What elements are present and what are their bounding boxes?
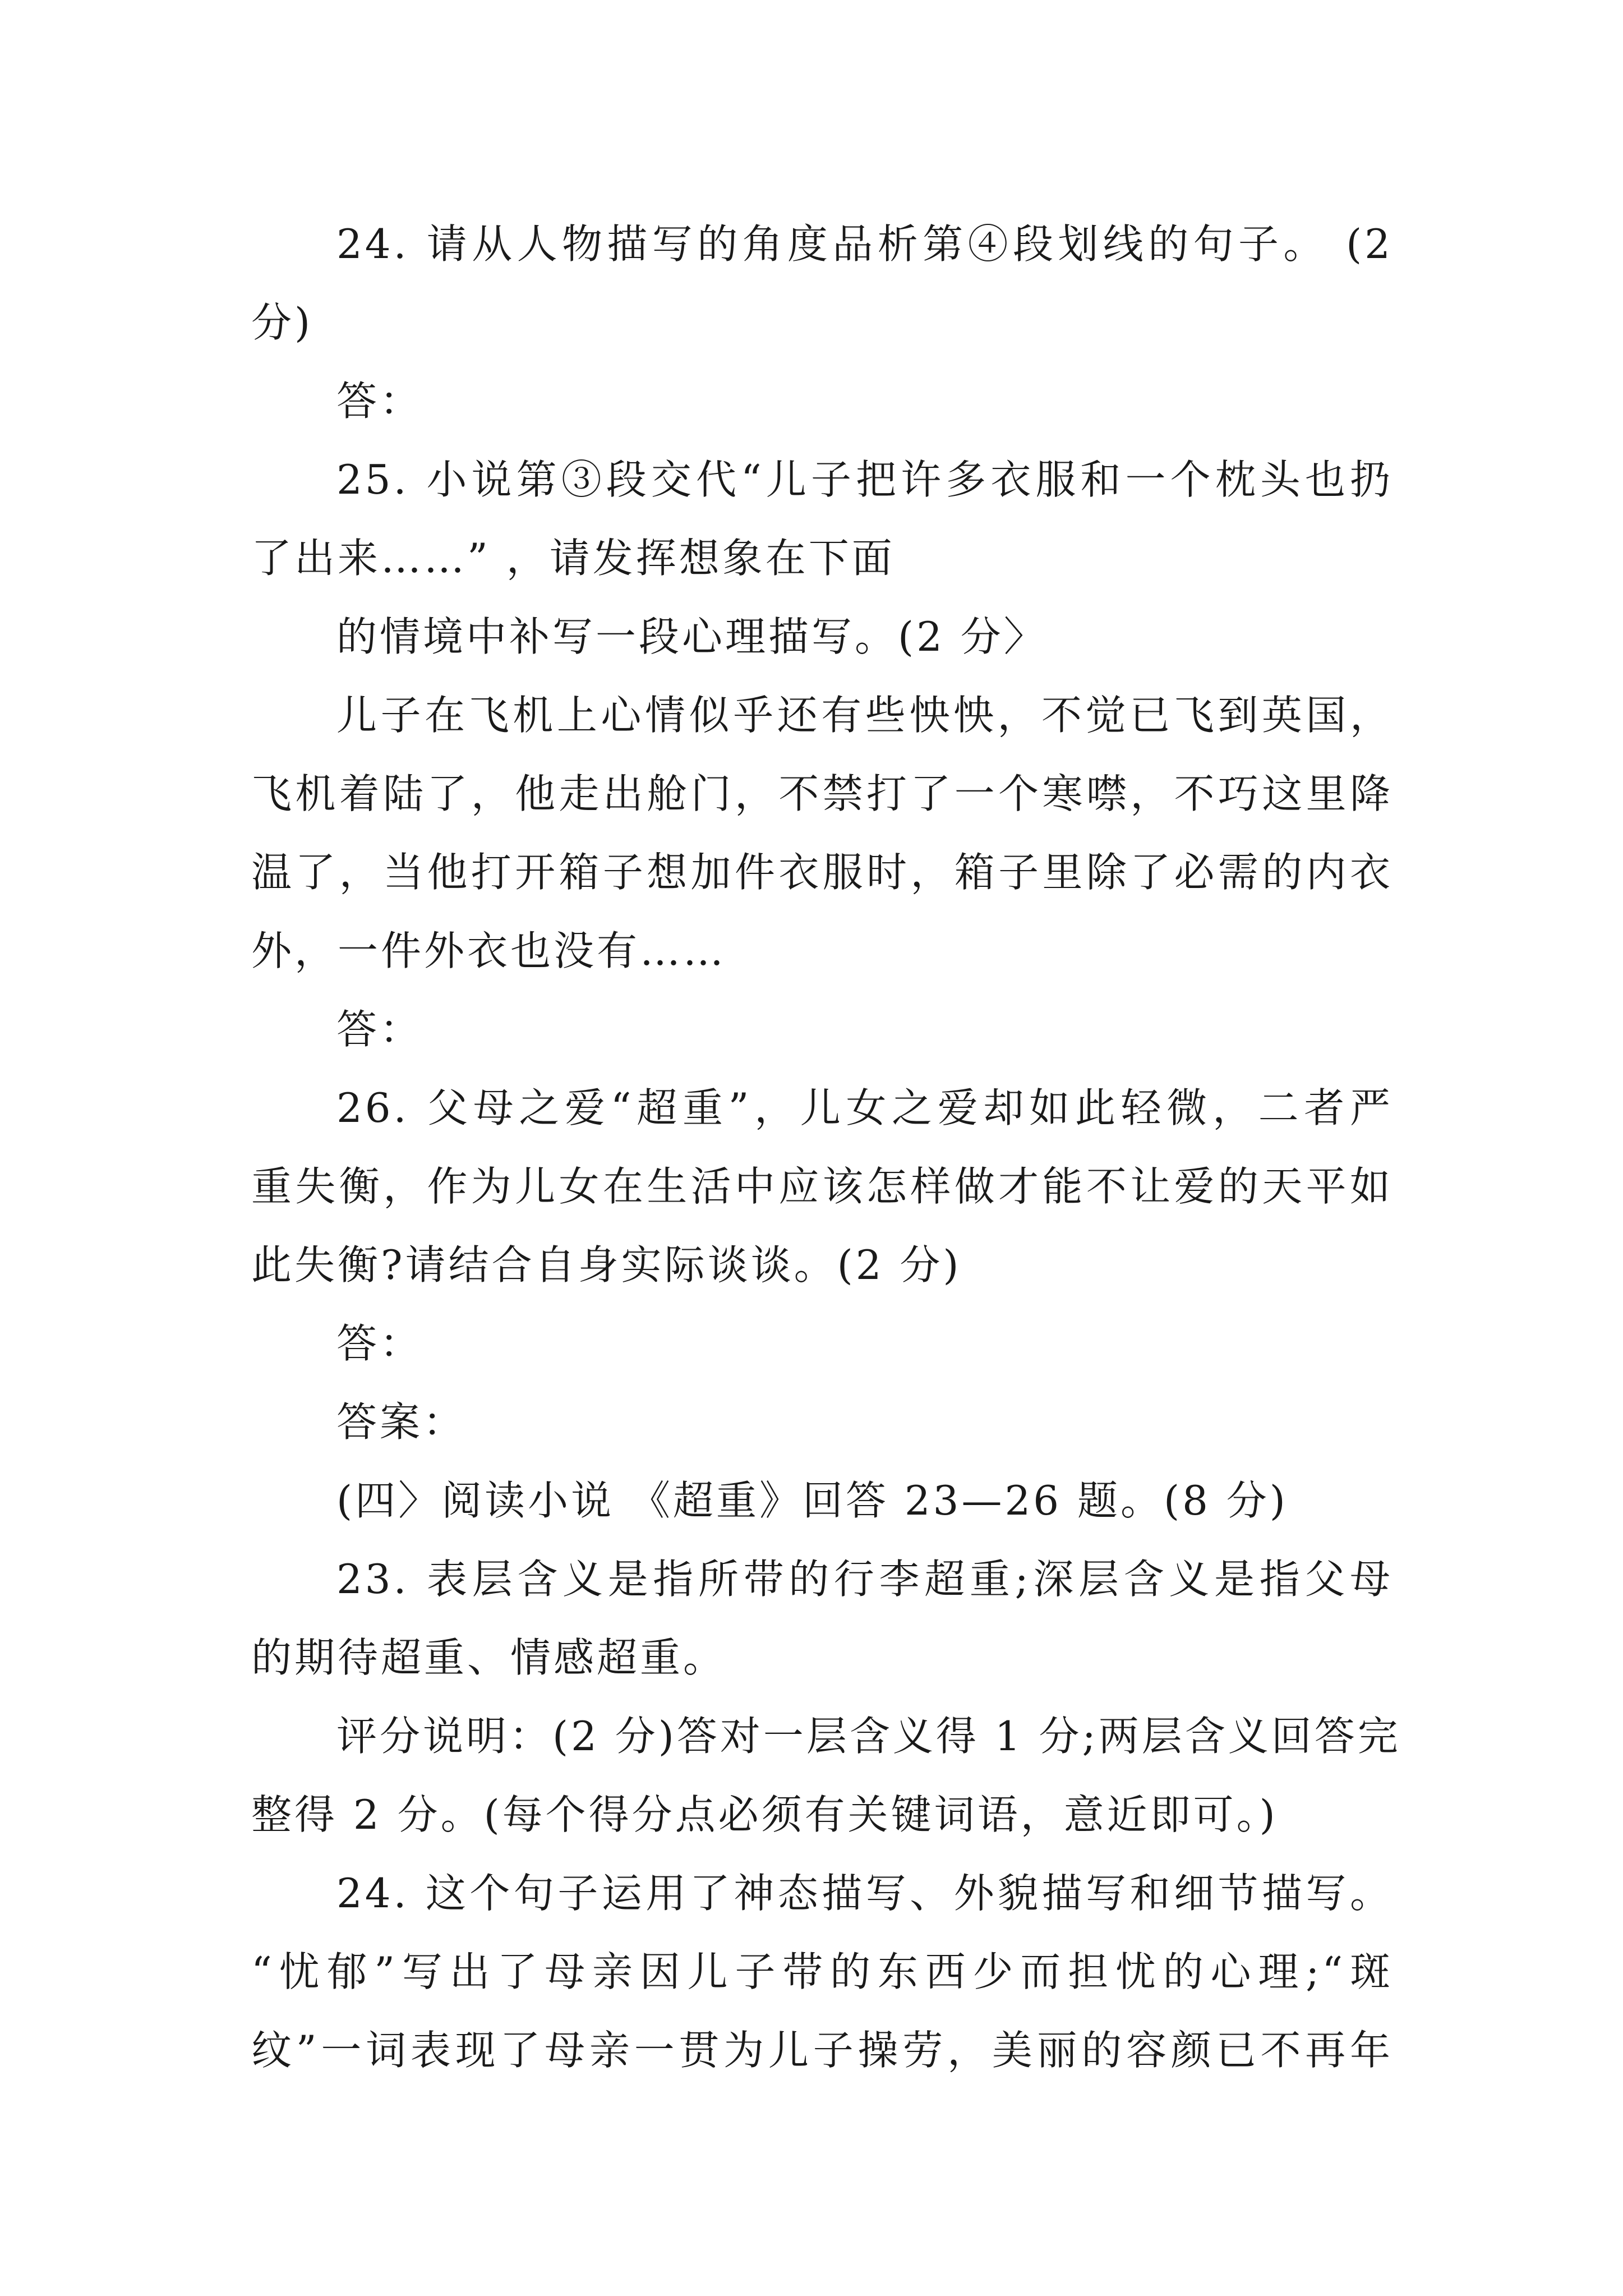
q24-answer-label: 答： [336, 378, 423, 425]
q25-scenario-line-3: 温了，当他打开箱子想加件衣服时，箱子里除了必需的内衣 [251, 849, 1393, 896]
answers-section-title: (四〉阅读小说 《超重》回答 23—26 题。(8 分) [336, 1477, 1288, 1524]
q25-scenario-line-2: 飞机着陆了，他走出舱门，不禁打了一个寒噤，不巧这里降 [251, 770, 1393, 817]
answer-23-line-2: 的期待超重、情感超重。 [251, 1634, 727, 1681]
q25-scenario-line-1: 儿子在飞机上心情似乎还有些怏怏，不觉已飞到英国， [336, 692, 1393, 739]
answer-24-line-3: 纹”一词表现了母亲一贯为儿子操劳，美丽的容颜已不再年 [251, 2027, 1393, 2074]
q25-line-2: 了出来……” ，请发挥想象在下面 [251, 535, 895, 582]
q25-scenario-line-4: 外，一件外衣也没有…… [251, 927, 727, 974]
q25-line-1: 25. 小说第③段交代“儿子把许多衣服和一个枕头也扔 [336, 456, 1393, 503]
q26-line-1: 26. 父母之爱“超重”，儿女之爱却如此轻微，二者严 [336, 1084, 1393, 1131]
scoring-line-1: 评分说明：(2 分)答对一层含义得 1 分;两层含义回答完 [336, 1713, 1401, 1760]
scoring-line-2: 整得 2 分。(每个得分点必须有关键词语，意近即可。) [251, 1791, 1278, 1838]
q26-line-2: 重失衡，作为儿女在生活中应该怎样做才能不让爱的天平如 [251, 1163, 1393, 1210]
q26-answer-label: 答： [336, 1320, 423, 1367]
q25-line-3: 的情境中补写一段心理描写。(2 分〉 [336, 613, 1047, 660]
q24-line-2: 分) [251, 299, 313, 346]
answer-23-line-1: 23. 表层含义是指所带的行李超重;深层含义是指父母 [336, 1556, 1393, 1603]
q24-line-1: 24. 请从人物描写的角度品析第④段划线的句子。 (2 [336, 220, 1393, 268]
answers-heading: 答案： [336, 1398, 467, 1446]
q26-line-3: 此失衡?请结合自身实际谈谈。(2 分) [251, 1241, 962, 1289]
q25-answer-label: 答： [336, 1006, 423, 1053]
answer-24-line-1: 24. 这个句子运用了神态描写、外貌描写和细节描写。 [336, 1870, 1393, 1917]
answer-24-line-2: “忧郁”写出了母亲因儿子带的东西少而担忧的心理;“斑 [251, 1948, 1393, 1995]
